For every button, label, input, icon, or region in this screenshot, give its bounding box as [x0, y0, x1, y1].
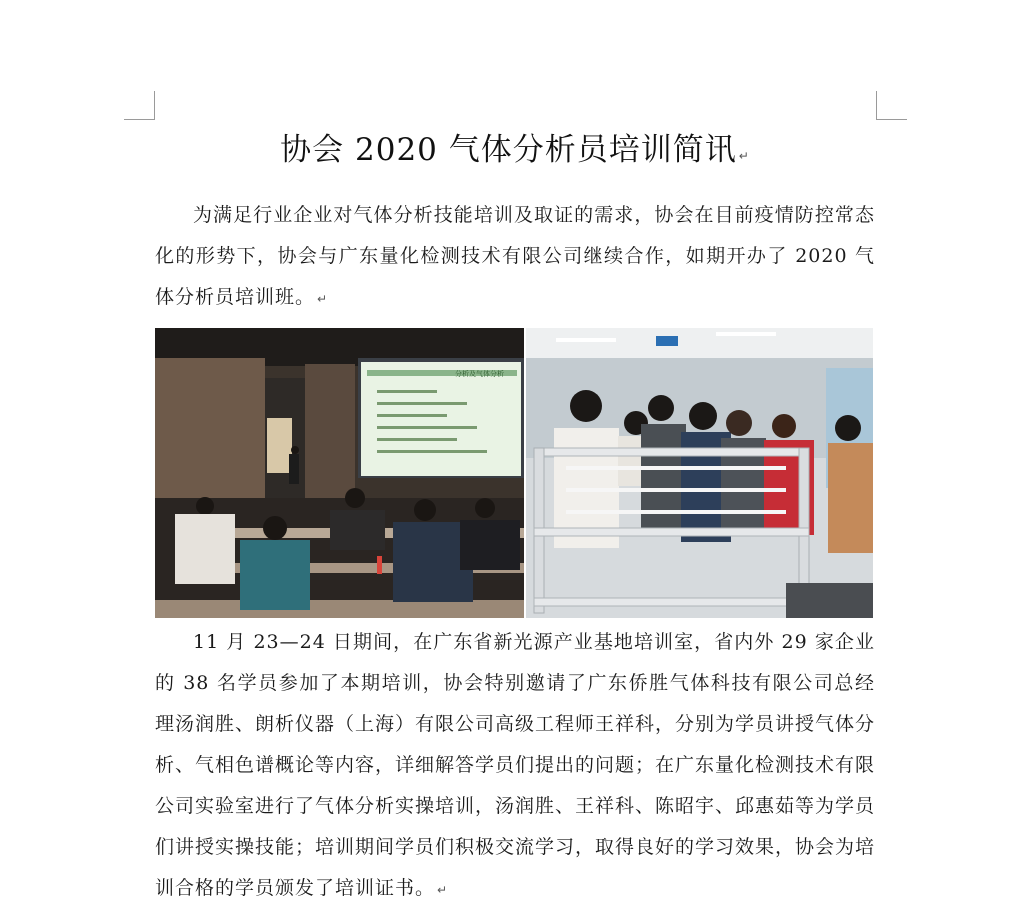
document-page[interactable]: [155, 118, 875, 911]
document-title-text[interactable]: 协会 2020 气体分析员培训简讯: [280, 132, 737, 168]
page-corner-mark-top-right: [876, 91, 907, 120]
paragraph-details-text[interactable]: 11 月 23—24 日期间，在广东省新光源产业基地培训室，省内外 29 家企业的 38 名学员参加了本期培训，协会特别邀请了广东侨胜气体科技有限公司总经理汤润胜、朗析仪器（上海）有限公司高级工程师王祥科，分别为学员讲授气体分析、气相色谱概论等内容，详细解答学员们提出的问题；在广东量化检测技术有限公司实验室进行了气体分析实操培训，汤润胜、王祥科、陈昭宇、邱惠茹等为学员们讲授实操技能；培训期间学员们积极交流学习，取得良好的学习效果，协会为培训合格的学员颁发了培训证书。: [155, 631, 876, 899]
classroom-photo-image: [155, 328, 524, 618]
paragraph-mark-icon: ↵: [317, 292, 329, 306]
paragraph-intro[interactable]: [155, 195, 875, 320]
lab-photo-image: [526, 328, 873, 618]
page-corner-mark-top-left: [124, 91, 155, 120]
paragraph-mark-icon: ↵: [738, 149, 750, 163]
paragraph-mark-icon: ↵: [437, 883, 449, 897]
document-title[interactable]: [155, 118, 875, 188]
lab-photo[interactable]: [526, 328, 873, 618]
paragraph-details[interactable]: [155, 622, 875, 911]
classroom-photo[interactable]: [155, 328, 524, 618]
slide-title: 分析及气体分析: [455, 370, 504, 378]
paragraph-intro-text[interactable]: 为满足行业企业对气体分析技能培训及取证的需求，协会在目前疫情防控常态化的形势下，协会与广东量化检测技术有限公司继续合作，如期开办了 2020 气体分析员培训班。: [155, 204, 875, 308]
photo-row: [155, 328, 873, 618]
